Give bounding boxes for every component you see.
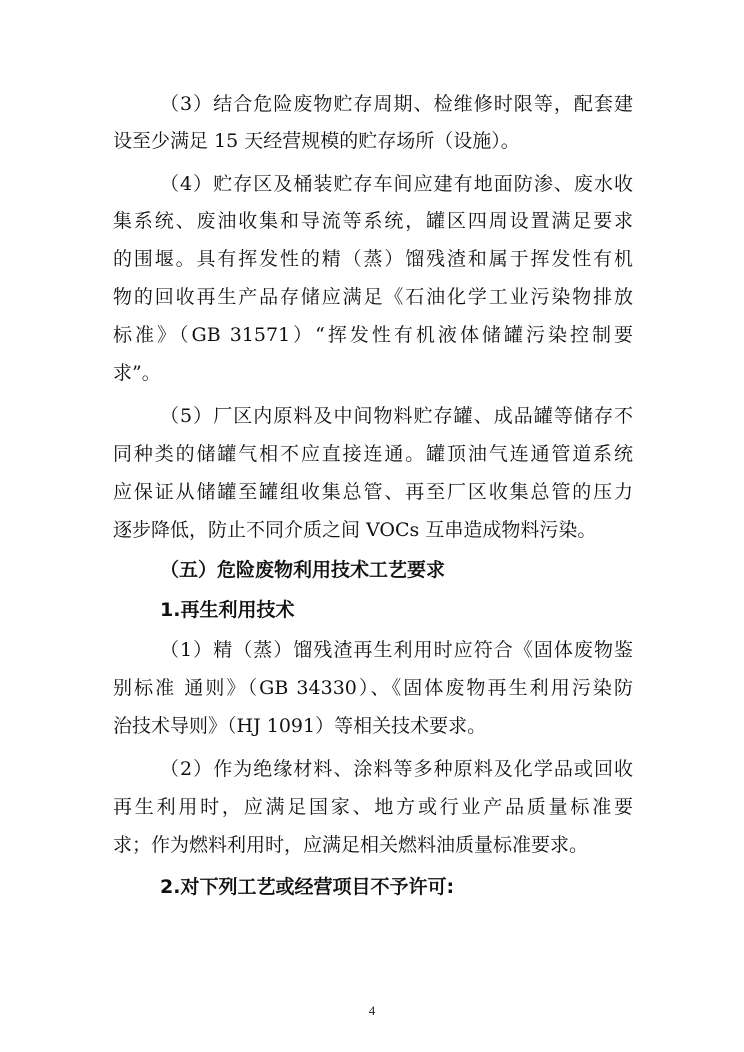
paragraph-4-line-6: 求”。 [113,362,161,384]
paragraph-4-line-1: （4）贮存区及桶装贮存车间应建有地面防渗、废水收 [160,173,633,195]
paragraph-3-line-1: （3）结合危险废物贮存周期、检维修时限等，配套建 [160,93,633,115]
item-1-line-1: （1）精（蒸）馏残渣再生利用时应符合《固体废物鉴 [160,639,633,661]
paragraph-4-line-4: 物的回收再生产品存储应满足《石油化学工业污染物排放 [113,286,633,308]
paragraph-5-line-1: （5）厂区内原料及中间物料贮存罐、成品罐等储存不 [160,405,633,427]
item-2-line-2: 再生利用时，应满足国家、地方或行业产品质量标准要 [113,796,633,818]
paragraph-5-line-4: 逐步降低，防止不同介质之间 VOCs 互串造成物料污染。 [113,519,597,541]
section-heading: （五）危险废物利用技术工艺要求 [160,559,446,581]
paragraph-3-line-2: 设至少满足 15 天经营规模的贮存场所（设施）。 [113,130,520,152]
item-2-line-1: （2）作为绝缘材料、涂料等多种原料及化学品或回收 [160,758,633,780]
subsection-heading-1: 1.再生利用技术 [160,599,295,621]
item-2-line-3: 求；作为燃料利用时，应满足相关燃料油质量标准要求。 [113,834,589,856]
paragraph-5-line-3: 应保证从储罐至罐组收集总管、再至厂区收集总管的压力 [113,481,633,503]
subsection-heading-2: 2.对下列工艺或经营项目不予许可: [160,876,455,898]
paragraph-4-line-3: 的围堰。具有挥发性的精（蒸）馏残渣和属于挥发性有机 [113,248,633,270]
paragraph-4-line-5: 标准》（GB 31571）“挥发性有机液体储罐污染控制要 [113,324,633,346]
paragraph-4-line-2: 集系统、废油收集和导流等系统，罐区四周设置满足要求 [113,210,633,232]
item-1-line-2: 别标准 通则》（GB 34330）、《固体废物再生利用污染防 [113,677,633,699]
page-number: 4 [368,1003,376,1018]
item-1-line-3: 治技术导则》（HJ 1091）等相关技术要求。 [113,715,487,737]
paragraph-5-line-2: 同种类的储罐气相不应直接连通。罐顶油气连通管道系统 [113,443,633,465]
